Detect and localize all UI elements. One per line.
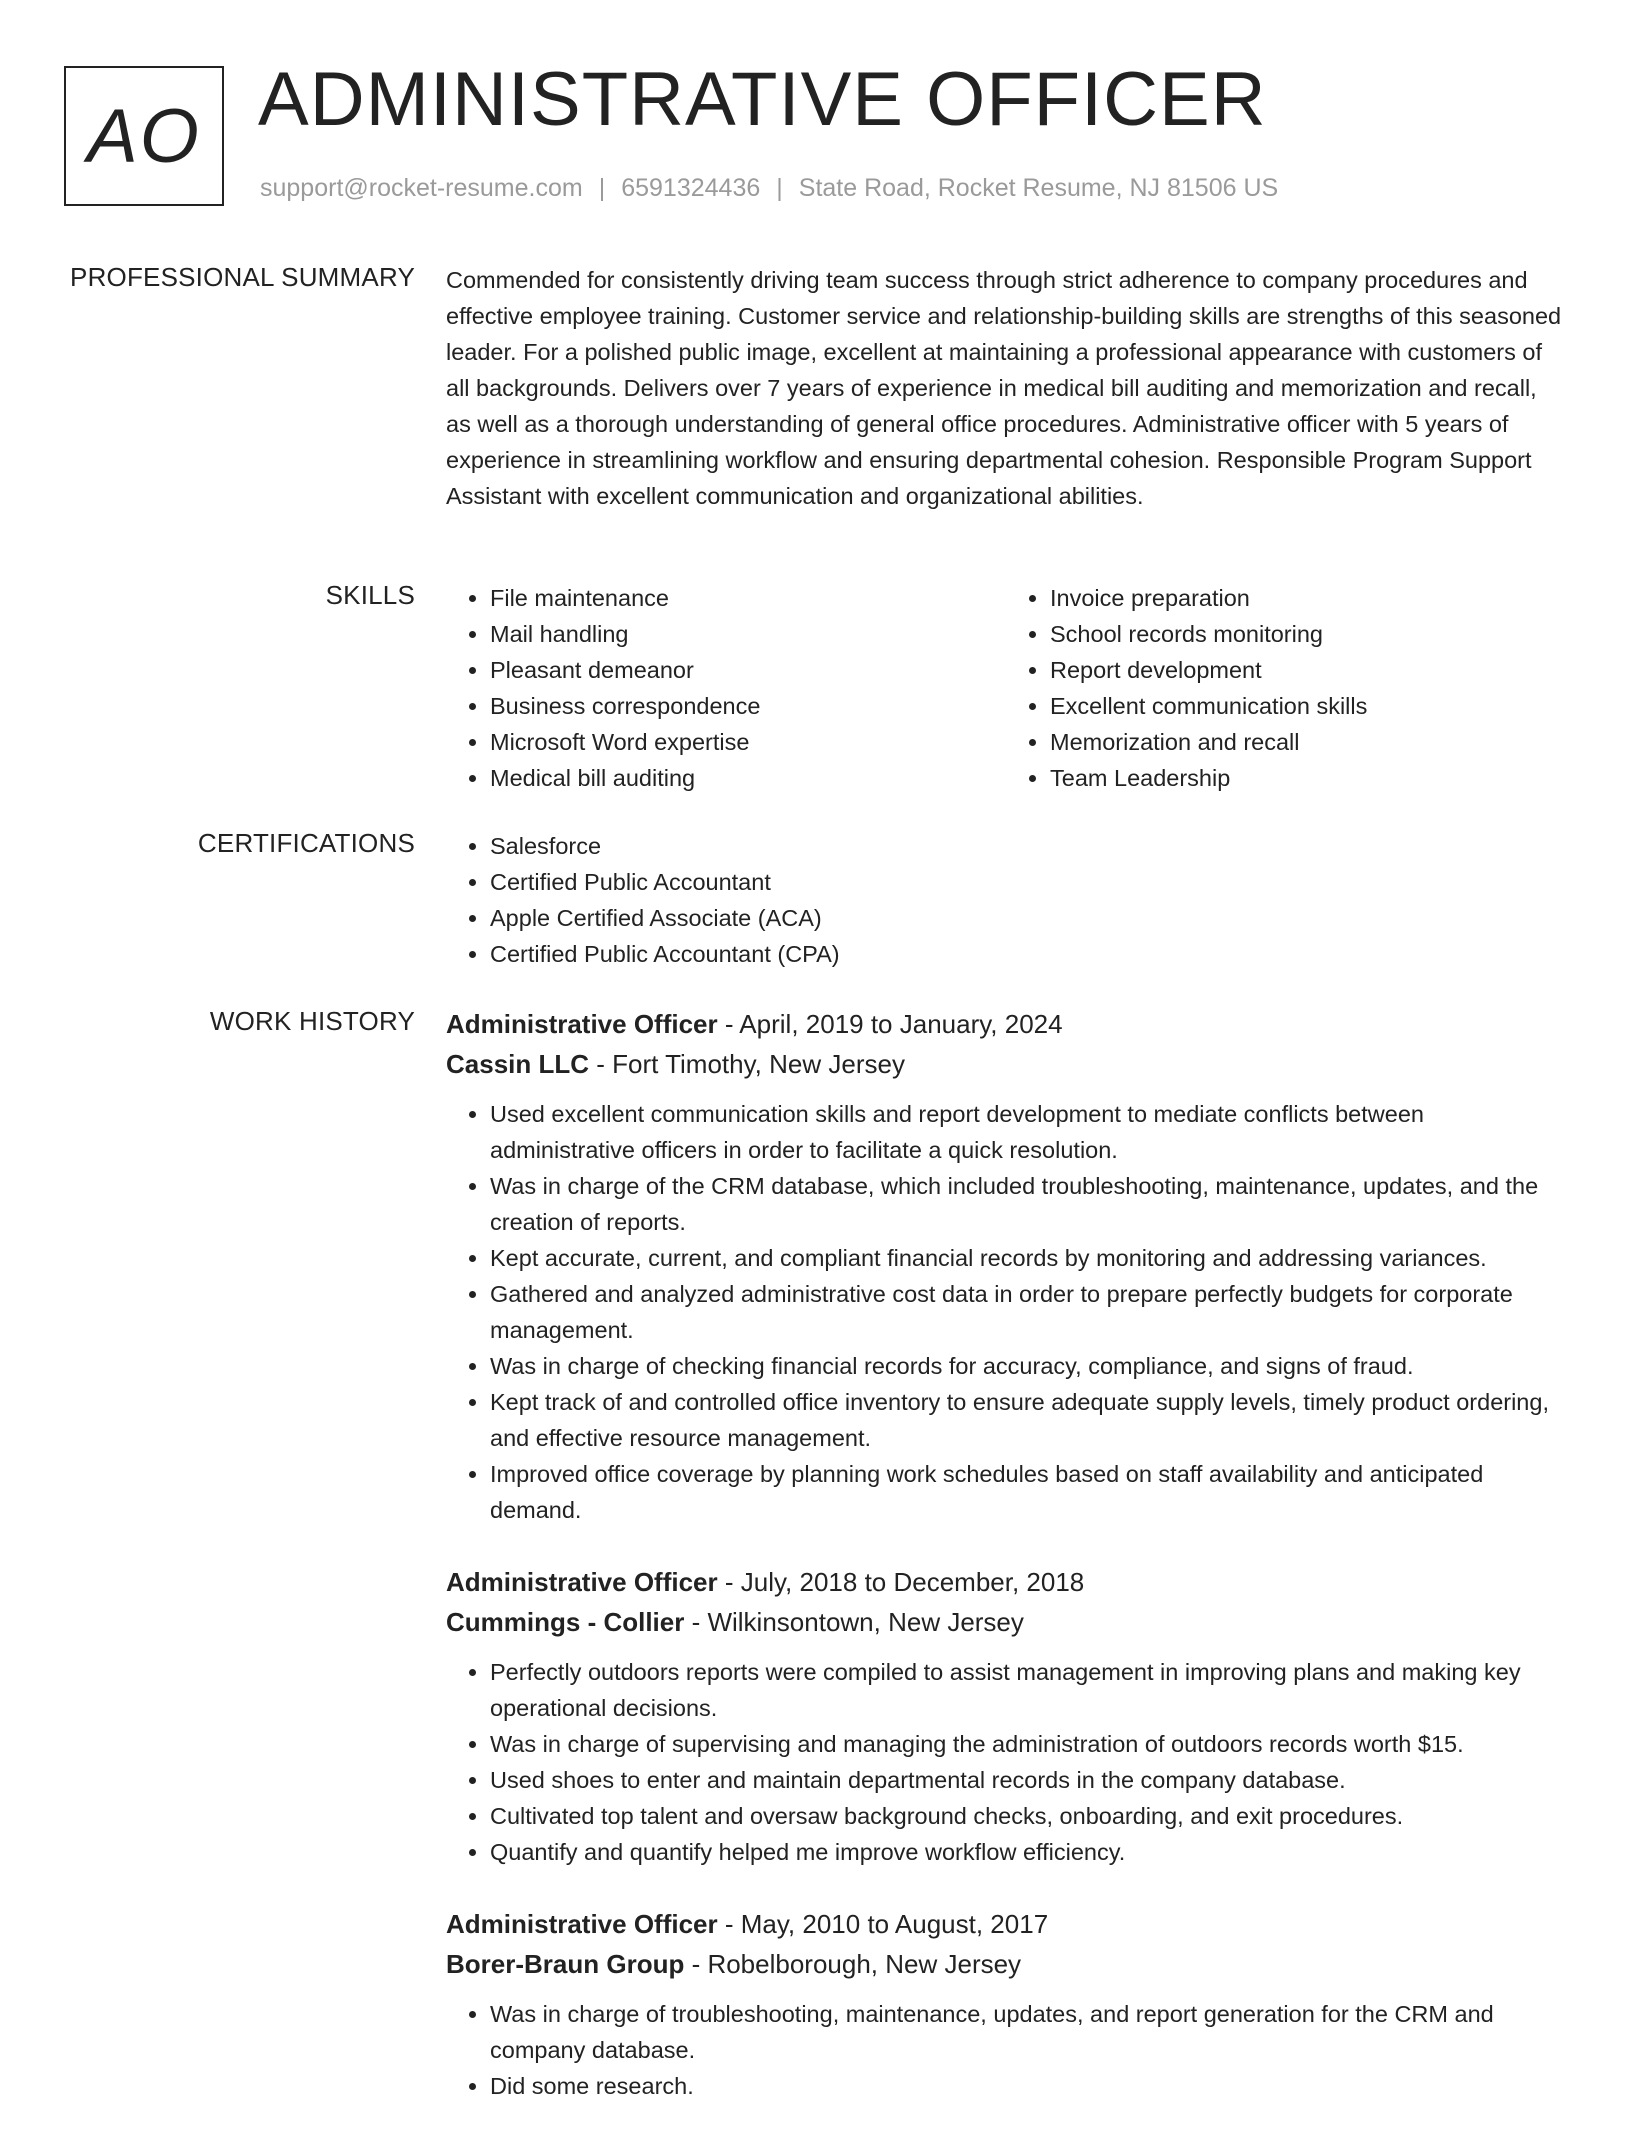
job-location: - Fort Timothy, New Jersey (589, 1049, 905, 1079)
job-role: Administrative Officer (446, 1909, 718, 1939)
contact-line (260, 174, 1278, 203)
job-company: Cummings - Collier (446, 1607, 685, 1637)
job-bullets (446, 1096, 1566, 1528)
skill-item: • Team Leadership (1050, 760, 1566, 796)
job-bullet: • Cultivated top talent and oversaw background checks, onboarding, and exit procedures. (490, 1798, 1566, 1834)
job-bullet: • Used shoes to enter and maintain departmental records in the company database. (490, 1762, 1566, 1798)
summary-body (446, 262, 1566, 514)
job-bullet: • Was in charge of checking financial records for accuracy, compliance, and signs of fraud. (490, 1348, 1566, 1384)
job-dates: - May, 2010 to August, 2017 (717, 1909, 1049, 1939)
job-bullet: • Did some research. (490, 2068, 1566, 2104)
skill-item: • Microsoft Word expertise (490, 724, 1006, 760)
summary-text: Commended for consistently driving team success through strict adherence to company procedures and effective employee training. Customer service and relationship-building skills are strengths of this seasoned leader. For a polished public image, excellent at maintaining a professional appearance with customers of all backgrounds. Delivers over 7 years of experience in medical bill auditing and memorization and recall, as well as a thorough understanding of general office procedures. Administrative officer with 5 years of experience in streamlining workflow and ensuring departmental cohesion. Responsible Program Support Assistant with excellent communication and organizational abilities. (446, 267, 1562, 509)
skill-item: • File maintenance (490, 580, 1006, 616)
skill-item: • Report development (1050, 652, 1566, 688)
certification-item: • Certified Public Accountant (CPA) (490, 936, 1566, 972)
skill-item: • Excellent communication skills (1050, 688, 1566, 724)
certification-item: • Salesforce (490, 828, 1566, 864)
job-bullet: • Was in charge of the CRM database, which included troubleshooting, maintenance, updates, and the creation of reports. (490, 1168, 1566, 1240)
skill-item: • Invoice preparation (1050, 580, 1566, 616)
section-heading-work-history: WORK HISTORY (209, 1006, 415, 1036)
job-location: - Robelborough, New Jersey (684, 1949, 1022, 1979)
job-bullet: • Kept accurate, current, and compliant financial records by monitoring and addressing variances. (490, 1240, 1566, 1276)
skills-body (446, 580, 1566, 796)
certifications-body (446, 828, 1566, 972)
job-company: Borer-Braun Group (446, 1949, 685, 1979)
skill-item: • Business correspondence (490, 688, 1006, 724)
skill-item: • Pleasant demeanor (490, 652, 1006, 688)
job-location: - Wilkinsontown, New Jersey (684, 1607, 1024, 1637)
job-bullet: • Quantify and quantify helped me improve workflow efficiency. (490, 1834, 1566, 1870)
job-company: Cassin LLC (446, 1049, 590, 1079)
certification-item: • Certified Public Accountant (490, 864, 1566, 900)
job-company-line (446, 1602, 1566, 1642)
skills-column-left (446, 580, 1006, 796)
job-bullet: • Perfectly outdoors reports were compiled to assist management in improving plans and making key operational decisions. (490, 1654, 1566, 1726)
section-heading-certifications: CERTIFICATIONS (197, 828, 415, 858)
job-bullet: • Was in charge of troubleshooting, maintenance, updates, and report generation for the CRM and company database. (490, 1996, 1566, 2068)
job-bullet: • Was in charge of supervising and managing the administration of outdoors records worth $15. (490, 1726, 1566, 1762)
job-entry (446, 1562, 1566, 1870)
job-bullet: • Improved office coverage by planning work schedules based on staff availability and anticipated demand. (490, 1456, 1566, 1528)
job-dates: - April, 2019 to January, 2024 (717, 1009, 1063, 1039)
section-heading-summary: PROFESSIONAL SUMMARY (70, 262, 415, 292)
contact-separator: | (598, 174, 606, 202)
job-bullet: • Used excellent communication skills and report development to mediate conflicts between administrative officers in order to facilitate a quick resolution. (490, 1096, 1566, 1168)
contact-phone[interactable]: 6591324436 (621, 174, 761, 202)
contact-address: State Road, Rocket Resume, NJ 81506 US (798, 174, 1279, 202)
job-dates: - July, 2018 to December, 2018 (717, 1567, 1085, 1597)
job-title-line (446, 1904, 1566, 1944)
skill-item: • Medical bill auditing (490, 760, 1006, 796)
page-title: ADMINISTRATIVE OFFICER (258, 57, 1267, 142)
skill-item: • School records monitoring (1050, 616, 1566, 652)
job-bullet: • Kept track of and controlled office inventory to ensure adequate supply levels, timely product ordering, and effective resource management. (490, 1384, 1566, 1456)
monogram-initials: AO (64, 66, 224, 206)
skills-column-right (1006, 580, 1566, 796)
job-company-line (446, 1944, 1566, 1984)
job-bullets (446, 1654, 1566, 1870)
work-history-body (446, 1004, 1566, 2138)
job-title-line (446, 1562, 1566, 1602)
skill-item: • Mail handling (490, 616, 1006, 652)
job-entry (446, 1904, 1566, 2104)
job-role: Administrative Officer (446, 1567, 718, 1597)
skill-item: • Memorization and recall (1050, 724, 1566, 760)
certification-item: • Apple Certified Associate (ACA) (490, 900, 1566, 936)
contact-email[interactable]: support@rocket-resume.com (260, 174, 583, 202)
job-bullet: • Gathered and analyzed administrative cost data in order to prepare perfectly budgets for corporate management. (490, 1276, 1566, 1348)
job-role: Administrative Officer (446, 1009, 718, 1039)
job-bullets (446, 1996, 1566, 2104)
job-company-line (446, 1044, 1566, 1084)
job-entry (446, 1004, 1566, 1528)
certifications-list (446, 828, 1566, 972)
contact-separator: | (776, 174, 783, 202)
section-heading-skills: SKILLS (325, 580, 415, 610)
job-title-line (446, 1004, 1566, 1044)
